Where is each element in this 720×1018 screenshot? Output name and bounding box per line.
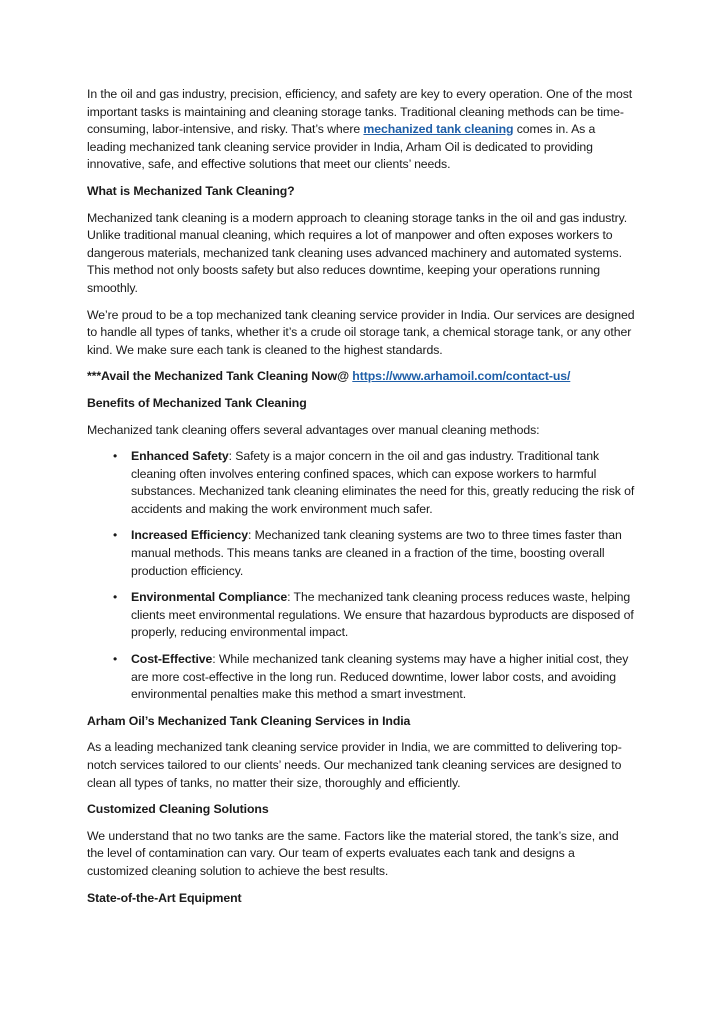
benefit-term: Enhanced Safety — [131, 449, 229, 464]
contact-us-link[interactable]: https://www.arhamoil.com/contact-us/ — [352, 369, 571, 384]
services-paragraph: As a leading mechanized tank cleaning service provider in India, we are committed to delivering top-notch services tailored to our clients’ needs. Our mechanized tank cleaning services are designed to clean all types of tanks, no matter their size, thoroughly and efficiently. — [87, 740, 622, 790]
services-heading: Arham Oil’s Mechanized Tank Cleaning Services in India — [87, 713, 411, 728]
bullet-icon: • — [113, 652, 118, 667]
intro-text-continued: comes in. As a leading mechanized tank cleaning service provider in India, Arham Oil is dedicated to providing innovative, safe, and effective solutions that meet our clients’ needs. — [87, 122, 596, 172]
customized-paragraph: We understand that no two tanks are the same. Factors like the material stored, the tank’s size, and the level of contamination can vary. Our team of experts evaluates each tank and designs a customized cleaning solution to achieve the best results. — [87, 828, 619, 878]
bullet-icon: • — [113, 590, 118, 605]
benefits-list — [87, 448, 635, 704]
intro-paragraph — [87, 86, 635, 174]
provider-paragraph: We’re proud to be a top mechanized tank cleaning service provider in India. Our services are designed to handle all types of tanks, whether it’s a crude oil storage tank, a chemical storage tank, or any other kind. We make sure each tank is cleaned to the highest standards. — [87, 307, 635, 357]
list-item — [87, 651, 635, 704]
benefit-term: Cost-Effective — [131, 652, 213, 667]
benefit-text: : The mechanized tank cleaning process reduces waste, helping clients meet environmental regulations. We ensure that hazardous byproducts are disposed of properly, reducing environmental impact. — [131, 590, 634, 640]
benefits-intro: Mechanized tank cleaning offers several advantages over manual cleaning methods: — [87, 422, 540, 437]
benefit-text: : While mechanized tank cleaning systems may have a higher initial cost, they are more cost-effective in the long run. Reduced downtime, lower labor costs, and avoiding environmental penalties make this method a smart investment. — [131, 652, 629, 702]
list-item — [87, 589, 635, 642]
benefit-text: : Mechanized tank cleaning systems are two to three times faster than manual methods. This means tanks are cleaned in a fraction of the time, boosting overall production efficiency. — [131, 528, 622, 578]
document-page — [87, 86, 635, 916]
mechanized-tank-cleaning-link[interactable]: mechanized tank cleaning — [363, 122, 514, 137]
benefits-heading: Benefits of Mechanized Tank Cleaning — [87, 395, 307, 410]
list-item — [87, 527, 635, 580]
benefit-term: Environmental Compliance — [131, 590, 288, 605]
bullet-icon: • — [113, 449, 118, 464]
bullet-icon: • — [113, 528, 118, 543]
benefit-text: : Safety is a major concern in the oil and gas industry. Traditional tank cleaning often involves entering confined spaces, which can expose workers to harmful substances. Mechanized tank cleaning eliminates the need for this, greatly reducing the risk of accidents and making the work environment much safer. — [131, 449, 635, 516]
cta-prefix: ***Avail the Mechanized Tank Cleaning Now@ — [87, 369, 353, 384]
benefit-term: Increased Efficiency — [131, 528, 248, 543]
cta-line — [87, 368, 635, 386]
list-item — [87, 448, 635, 518]
customized-heading: Customized Cleaning Solutions — [87, 802, 269, 817]
what-is-paragraph: Mechanized tank cleaning is a modern approach to cleaning storage tanks in the oil and gas industry. Unlike traditional manual cleaning, which requires a lot of manpower and often exposes workers to dangerous materials, mechanized tank cleaning uses advanced machinery and automated systems. This method not only boosts safety but also reduces downtime, keeping your operations running smoothly. — [87, 210, 628, 295]
equipment-heading: State-of-the-Art Equipment — [87, 890, 242, 905]
what-is-heading: What is Mechanized Tank Cleaning? — [87, 183, 295, 198]
intro-text: In the oil and gas industry, precision, efficiency, and safety are key to every operation. One of the most important tasks is maintaining and cleaning storage tanks. Traditional cleaning methods can be time-consuming, labor-intensive, and risky. That’s where — [87, 87, 633, 137]
